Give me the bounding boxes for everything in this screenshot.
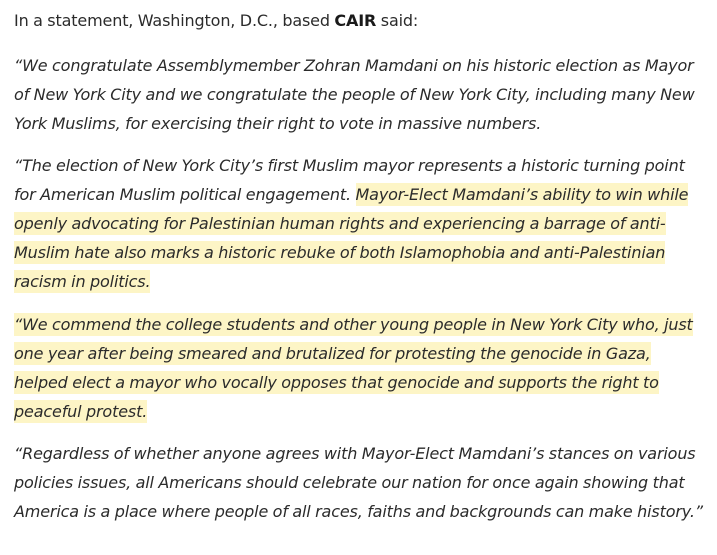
quote-2-highlight: Mayor-Elect Mamdani’s ability to win while openly advocating for Palestinian human rights and experiencing a barrage of anti-Muslim hate also marks a historic rebuke of both Islamophobia and anti-Palestinian racism in politics. xyxy=(14,185,689,291)
organization-name: CAIR xyxy=(334,11,377,30)
quote-1-text: “We congratulate Assemblymember Zohran Mamdani on his historic election as Mayor of New York City and we congratulate the people of New York City, including many New York Muslims, for exercising their right to vote in massive numbers. xyxy=(14,56,695,133)
quote-paragraph-3 xyxy=(14,310,704,426)
quote-paragraph-1 xyxy=(14,51,704,138)
intro-lead-text: In a statement, Washington, D.C., based xyxy=(14,11,335,30)
intro-tail-text: said: xyxy=(376,11,419,30)
quote-3-highlight: “We commend the college students and other young people in New York City who, just one year after being smeared and brutalized for protesting the genocide in Gaza, helped elect a mayor who vocally opposes that genocide and supports the right to peaceful protest. xyxy=(14,315,693,421)
intro-paragraph xyxy=(14,6,418,35)
quote-2-text: “The election of New York City’s first Muslim mayor represents a historic turning point for American Muslim political engagement. xyxy=(14,156,685,204)
quote-4-text: “Regardless of whether anyone agrees with Mayor-Elect Mamdani’s stances on various policies issues, all Americans should celebrate our nation for once again showing that America is a place where people of all races, faiths and backgrounds can make history.” xyxy=(14,444,703,521)
quote-paragraph-4 xyxy=(14,439,704,526)
quote-paragraph-2 xyxy=(14,151,704,296)
